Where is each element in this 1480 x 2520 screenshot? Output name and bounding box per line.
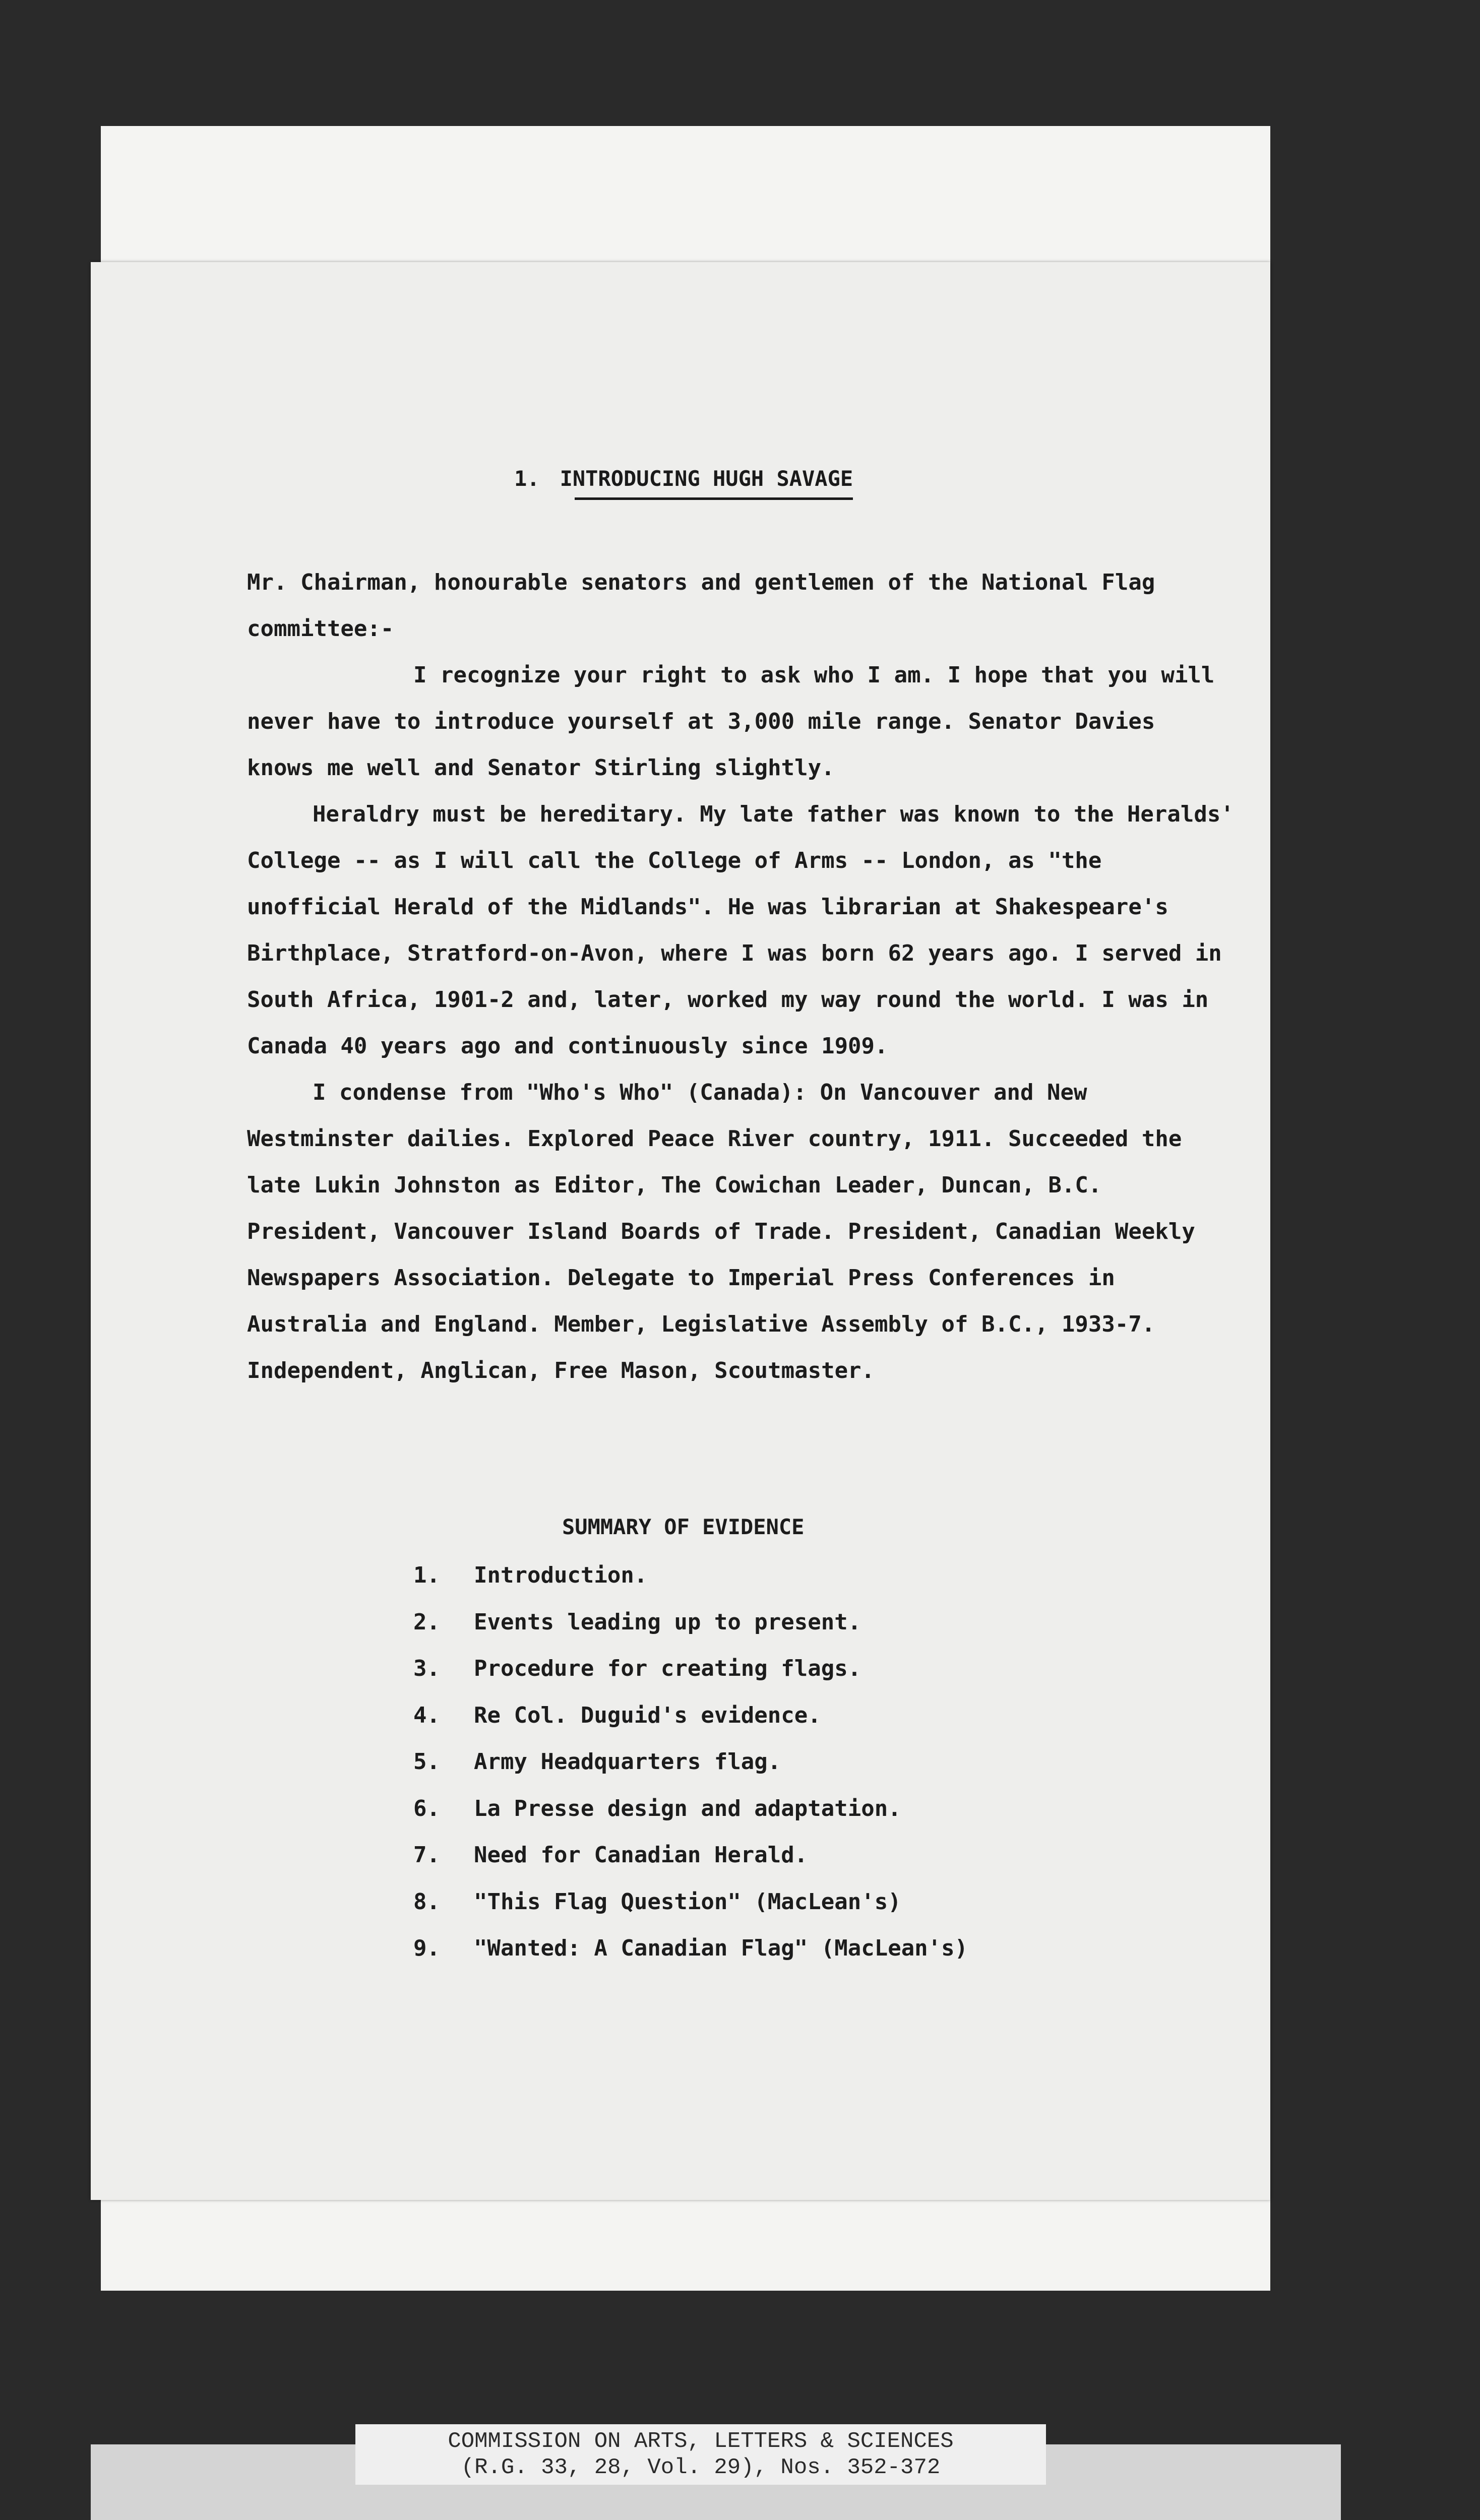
item-number: 6. xyxy=(413,1795,440,1821)
item-number: 1. xyxy=(413,1562,440,1588)
item-text: La Presse design and adaptation. xyxy=(474,1795,901,1821)
paragraph-whos-who: I condense from "Who's Who" (Canada): On Vancouver and New Westminster dailies. Explored Peace River country, 1911. Succeeded the late Lukin Johnston as Editor, The Cowichan Leader, Duncan, B.C. President, Vancouver Island Boards of Trade. President, Canadian Weekly Newspapers Association. Delegate to Imperial Press Conferences in Australia and England. Member, Legislative Assembly of B.C., 1933-7. Independent, Anglican, Free Mason, Scoutmaster. xyxy=(247,1080,1195,1383)
paragraph-salutation: Mr. Chairman, honourable senators and gentlemen of the National Flag committee:- xyxy=(247,570,1155,642)
list-item xyxy=(413,1646,1169,1692)
list-item xyxy=(413,1692,1169,1739)
item-text: "Wanted: A Canadian Flag" (MacLean's) xyxy=(474,1935,968,1961)
item-number: 3. xyxy=(413,1656,440,1681)
paragraph-recognize: I recognize your right to ask who I am. I hope that you will never have to introduce yourself at 3,000 mile range. Senator Davies knows me well and Senator Stirling slightly. xyxy=(247,662,1215,781)
item-number: 5. xyxy=(413,1749,440,1775)
summary-heading: SUMMARY OF EVIDENCE xyxy=(562,1515,805,1539)
list-item xyxy=(413,1925,1169,1972)
item-number: 2. xyxy=(413,1609,440,1635)
item-number: 4. xyxy=(413,1702,440,1728)
item-number: 9. xyxy=(413,1935,440,1961)
title-underline xyxy=(575,497,853,500)
title-number: 1. xyxy=(514,466,540,491)
summary-list xyxy=(413,1552,1169,1972)
item-text: "This Flag Question" (MacLean's) xyxy=(474,1888,901,1915)
reference-line-1: COMMISSION ON ARTS, LETTERS & SCIENCES xyxy=(448,2429,954,2454)
item-text: Army Headquarters flag. xyxy=(474,1749,781,1775)
archive-reference-label xyxy=(355,2424,1046,2485)
list-item xyxy=(413,1832,1169,1879)
list-item xyxy=(413,1739,1169,1786)
list-item xyxy=(413,1599,1169,1646)
document-title xyxy=(514,466,853,491)
item-number: 8. xyxy=(413,1888,440,1915)
list-item xyxy=(413,1552,1169,1599)
item-text: Procedure for creating flags. xyxy=(474,1656,861,1681)
document-body xyxy=(247,559,1235,1394)
list-item xyxy=(413,1879,1169,1926)
item-text: Events leading up to present. xyxy=(474,1609,861,1635)
item-text: Re Col. Duguid's evidence. xyxy=(474,1702,821,1728)
title-text: INTRODUCING HUGH SAVAGE xyxy=(560,466,853,491)
item-text: Need for Canadian Herald. xyxy=(474,1842,808,1868)
item-text: Introduction. xyxy=(474,1562,648,1588)
document-page xyxy=(91,262,1270,2200)
item-number: 7. xyxy=(413,1842,440,1868)
reference-line-2: (R.G. 33, 28, Vol. 29), Nos. 352-372 xyxy=(461,2455,941,2480)
paragraph-heraldry: Heraldry must be hereditary. My late father was known to the Heralds' College -- as I will call the College of Arms -- London, as "the unofficial Herald of the Midlands". He was librarian at Shakespeare's Birthplace, Stratford-on-Avon, where I was born 62 years ago. I served in South Africa, 1901-2 and, later, worked my way round the world. I was in Canada 40 years ago and continuously since 1909. xyxy=(247,801,1234,1059)
list-item xyxy=(413,1786,1169,1833)
